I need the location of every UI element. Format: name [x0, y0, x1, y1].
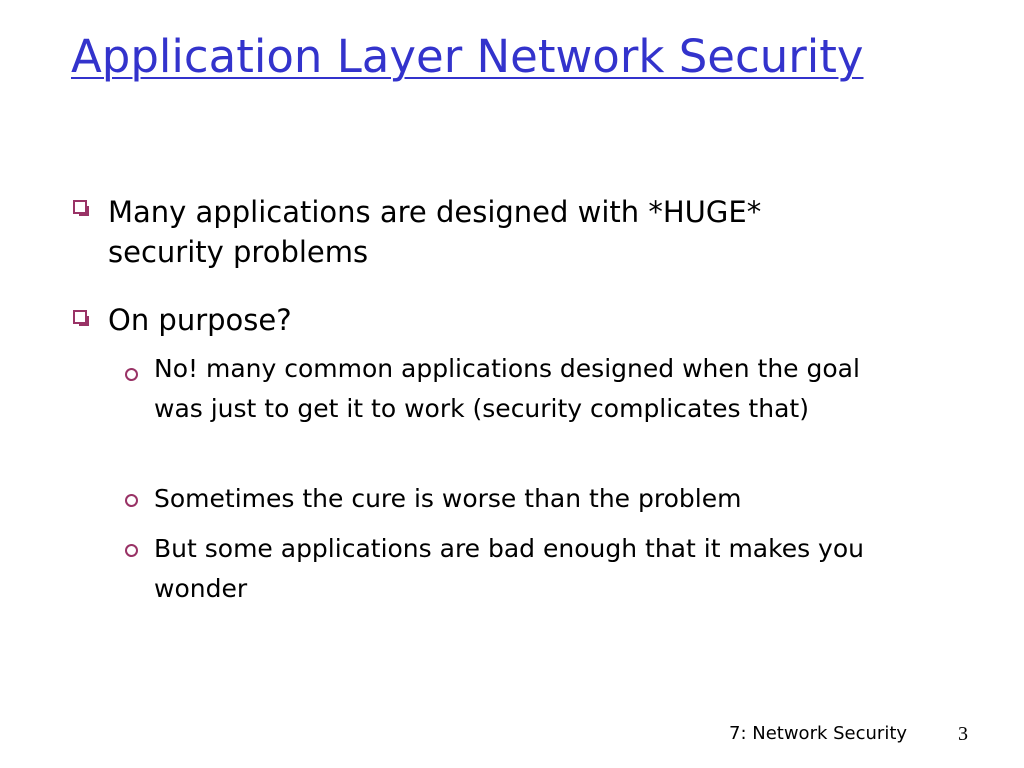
- slide-footer: 7: Network Security: [729, 723, 908, 744]
- hollow-circle-bullet-icon: [125, 544, 138, 557]
- page-number: 3: [958, 723, 968, 745]
- sub-bullet-item-3: But some applications are bad enough that it makes you wonder: [154, 534, 864, 603]
- hollow-circle-bullet-icon: [125, 494, 138, 507]
- hollow-square-bullet-icon: [73, 200, 87, 214]
- slide-title: Application Layer Network Security: [71, 30, 864, 83]
- hollow-square-bullet-icon: [73, 310, 87, 324]
- hollow-circle-bullet-icon: [125, 368, 138, 381]
- sub-bullet-item-2: Sometimes the cure is worse than the problem: [154, 484, 742, 513]
- bullet-item-1: Many applications are designed with *HUGE* security problems: [108, 195, 762, 269]
- bullet-item-2: On purpose?: [108, 303, 292, 337]
- sub-bullet-item-1: No! many common applications designed when the goal was just to get it to work (security complicates that): [154, 354, 860, 423]
